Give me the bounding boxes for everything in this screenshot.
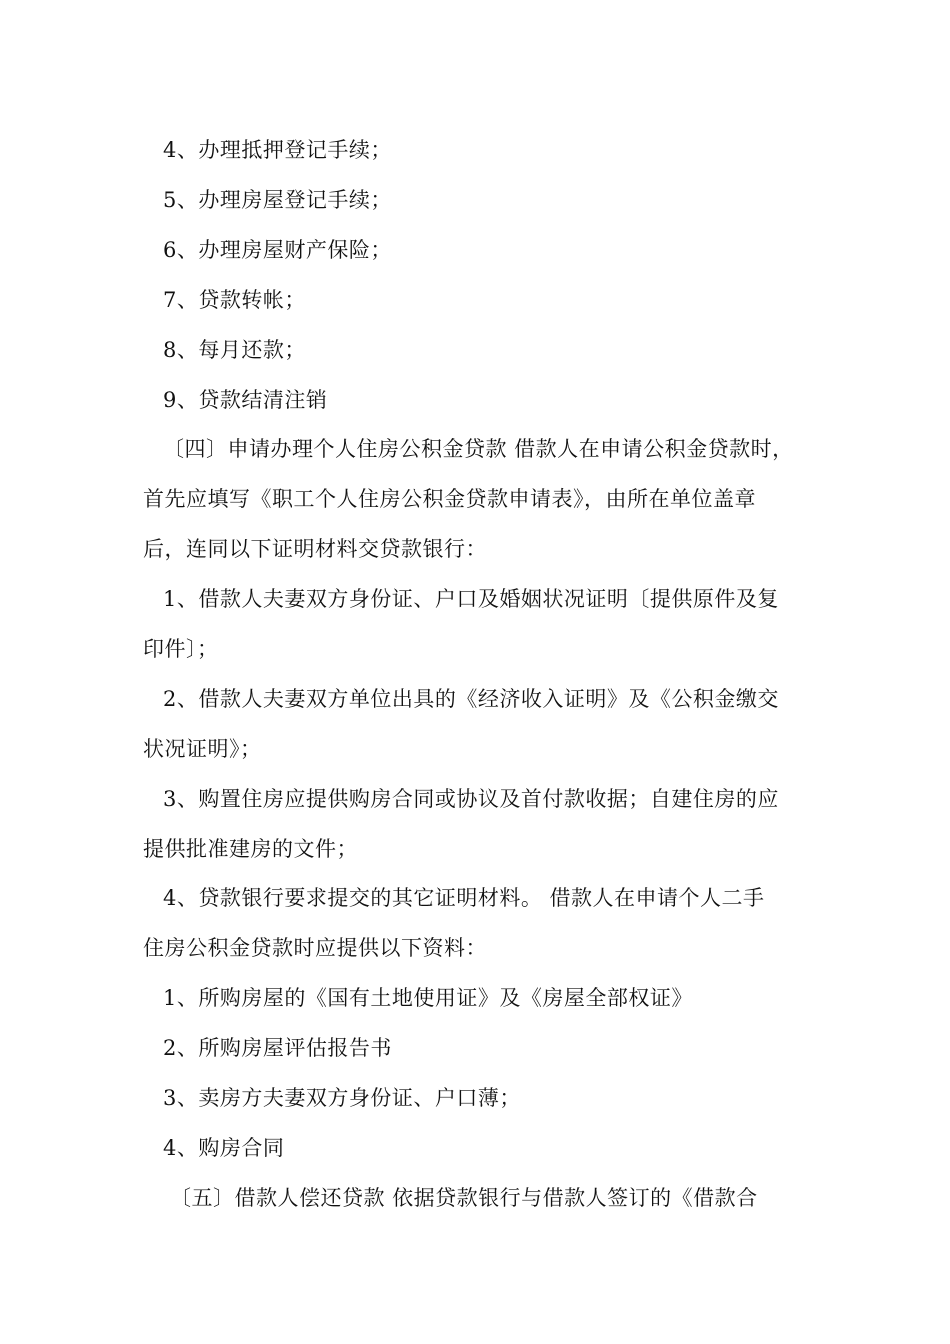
list-item-income-proof: 2、借款人夫妻双方单位出具的《经济收入证明》及《公积金缴交 (163, 687, 779, 711)
list-item-land-certificate: 1、所购房屋的《国有土地使用证》及《房屋全部权证》 (163, 986, 693, 1010)
list-item-appraisal-report: 2、所购房屋评估报告书 (163, 1036, 392, 1060)
list-item-continuation: 提供批准建房的文件； (143, 837, 358, 861)
paragraph-line: 住房公积金贷款时应提供以下资料： (143, 936, 487, 960)
list-item-loan-cancellation: 9、贷款结清注销 (163, 388, 328, 412)
list-item-property-insurance: 6、办理房屋财产保险； (163, 238, 392, 262)
list-item-house-contract: 4、购房合同 (163, 1136, 285, 1160)
list-item-house-registration: 5、办理房屋登记手续； (163, 188, 392, 212)
section-four-heading-line: 〔四〕申请办理个人住房公积金贷款 借款人在申请公积金贷款时， (163, 437, 794, 461)
paragraph-line: 首先应填写《职工个人住房公积金贷款申请表》，由所在单位盖章 (143, 487, 756, 511)
list-item-id-documents: 1、借款人夫妻双方身份证、户口及婚姻状况证明〔提供原件及复 (163, 587, 779, 611)
section-five-heading-line: 〔五〕借款人偿还贷款 依据贷款银行与借款人签订的《借款合 (170, 1186, 758, 1210)
list-item-purchase-contract: 3、购置住房应提供购房合同或协议及首付款收据；自建住房的应 (163, 787, 779, 811)
list-item-seller-ids: 3、卖房方夫妻双方身份证、户口薄； (163, 1086, 521, 1110)
list-item-other-materials: 4、贷款银行要求提交的其它证明材料。 借款人在申请个人二手 (163, 886, 765, 910)
list-item-mortgage-registration: 4、办理抵押登记手续； (163, 138, 392, 162)
paragraph-line: 后，连同以下证明材料交贷款银行： (143, 537, 487, 561)
list-item-continuation: 印件〕； (143, 637, 219, 661)
list-item-continuation: 状况证明》； (143, 737, 262, 761)
list-item-loan-transfer: 7、贷款转帐； (163, 288, 306, 312)
list-item-monthly-repayment: 8、每月还款； (163, 338, 306, 362)
